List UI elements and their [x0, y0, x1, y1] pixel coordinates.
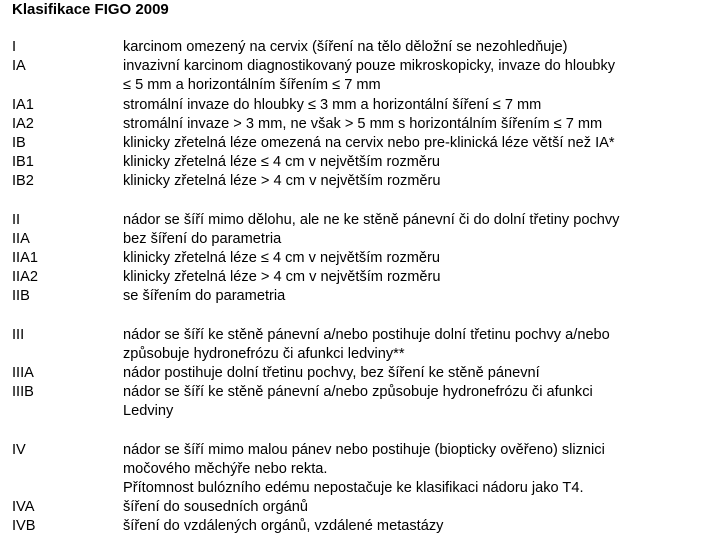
- stage-description: nádor postihuje dolní třetinu pochvy, bez šíření ke stěně pánevní: [123, 365, 540, 382]
- stage-row-IA2: [12, 115, 698, 134]
- stage-code: IA: [12, 58, 26, 75]
- stage-description: klinicky zřetelná léze > 4 cm v největším rozměru: [123, 173, 441, 190]
- stage-code: III: [12, 326, 25, 343]
- stage-group-1: [12, 38, 698, 192]
- stage-code: IIB: [12, 288, 30, 305]
- stage-code: IB: [12, 135, 26, 152]
- stage-description: klinicky zřetelná léze > 4 cm v největším rozměru: [123, 269, 441, 286]
- stage-row-IB: [12, 134, 698, 153]
- stage-description: nádor se šíří ke stěně pánevní a/nebo způsobuje hydronefrózu či afunkci Ledviny: [123, 384, 593, 420]
- stage-description: nádor se šíří mimo dělohu, ale ne ke stěně pánevní či do dolní třetiny pochvy: [123, 211, 620, 228]
- stage-row-IB2: [12, 172, 698, 191]
- document-title: Klasifikace FIGO 2009: [12, 1, 169, 18]
- stage-row-IV: [12, 441, 698, 499]
- stage-description: šíření do vzdálených orgánů, vzdálené metastázy: [123, 518, 444, 535]
- spacer: [12, 192, 698, 211]
- spacer: [12, 307, 698, 326]
- stage-group-2: [12, 211, 698, 307]
- document: [12, 0, 698, 537]
- stage-row-IA1: [12, 96, 698, 115]
- stage-description: klinicky zřetelná léze ≤ 4 cm v největším rozměru: [123, 250, 441, 267]
- stage-row-IIA: [12, 230, 698, 249]
- stage-row-IA: [12, 57, 698, 95]
- stage-description: se šířením do parametria: [123, 288, 286, 305]
- stage-code: IV: [12, 441, 26, 458]
- stage-code: IA1: [12, 96, 34, 113]
- stage-description: karcinom omezený na cervix (šíření na tělo děložní se nezohledňuje): [123, 39, 568, 55]
- stage-code: IVB: [12, 518, 36, 535]
- stage-description: klinicky zřetelná léze omezená na cervix nebo pre-klinická léze větší než IA*: [123, 135, 615, 152]
- stage-row-III: [12, 326, 698, 364]
- stage-code: IIIA: [12, 365, 34, 382]
- spacer: [12, 422, 698, 441]
- stage-description: stromální invaze do hloubky ≤ 3 mm a horizontální šíření ≤ 7 mm: [123, 96, 542, 113]
- stage-row-I: [12, 38, 698, 57]
- stage-code: IVA: [12, 499, 35, 516]
- stage-code: II: [12, 211, 21, 228]
- spacer: [12, 19, 698, 38]
- stage-code: IIA1: [12, 250, 38, 267]
- stage-description: bez šíření do parametria: [123, 230, 282, 247]
- stage-description: klinicky zřetelná léze ≤ 4 cm v největším rozměru: [123, 154, 441, 171]
- stage-code: IB1: [12, 154, 34, 171]
- stage-description: nádor se šíří ke stěně pánevní a/nebo postihuje dolní třetinu pochvy a/nebo způsobuje hydronefrózu či afunkci ledviny**: [123, 326, 610, 362]
- stage-description: stromální invaze > 3 mm, ne však > 5 mm s horizontálním šířením ≤ 7 mm: [123, 115, 603, 132]
- stage-row-IVB: [12, 517, 698, 536]
- stage-code: IB2: [12, 173, 34, 190]
- stage-row-IIA2: [12, 268, 698, 287]
- stage-row-IIIA: [12, 364, 698, 383]
- stage-row-IB1: [12, 153, 698, 172]
- stage-row-IVA: [12, 498, 698, 517]
- stage-code: IIA2: [12, 269, 38, 286]
- stage-description: nádor se šíří mimo malou pánev nebo postihuje (biopticky ověřeno) sliznici močového měchýře nebo rekta. Přítomnost bulózního edému nepostačuje ke klasifikaci nádoru jako T4.: [123, 441, 605, 497]
- stage-row-II: [12, 211, 698, 230]
- stage-row-IIA1: [12, 249, 698, 268]
- stage-row-IIB: [12, 287, 698, 306]
- stage-description: šíření do sousedních orgánů: [123, 499, 308, 516]
- stage-row-IIIB: [12, 383, 698, 421]
- stage-code: IIA: [12, 230, 30, 247]
- stage-description: invazivní karcinom diagnostikovaný pouze mikroskopicky, invaze do hloubky ≤ 5 mm a horizontálním šířením ≤ 7 mm: [123, 58, 616, 94]
- stage-group-4: [12, 441, 698, 537]
- stage-code: IA2: [12, 115, 34, 132]
- stage-code: I: [12, 39, 17, 55]
- stage-code: IIIB: [12, 384, 34, 401]
- stage-group-3: [12, 326, 698, 422]
